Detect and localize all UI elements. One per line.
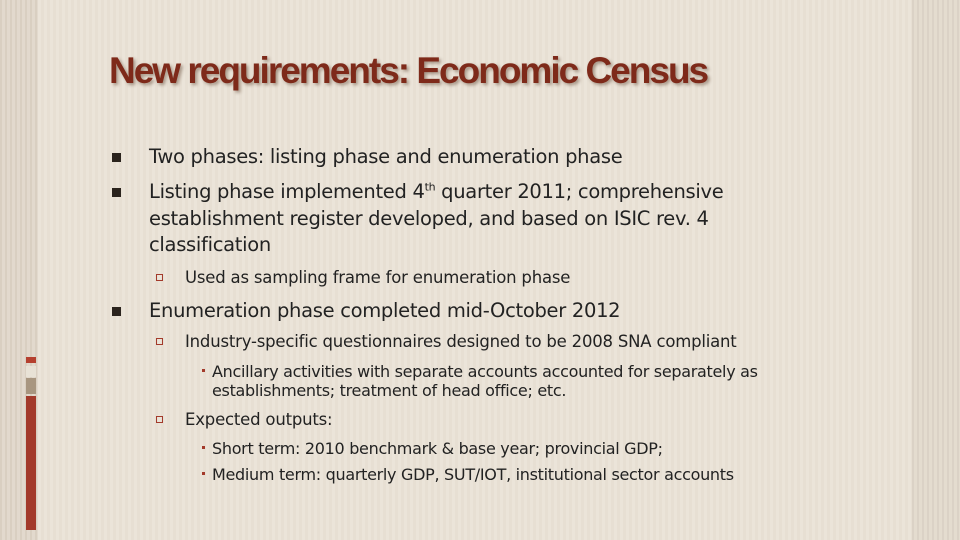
bullet-text <box>149 180 723 204</box>
sub-sub-bullet-text: Short term: 2010 benchmark & base year; provincial GDP; <box>212 439 663 458</box>
accent-bar-red-top <box>26 357 36 363</box>
small-square-bullet-icon <box>202 446 205 449</box>
square-bullet-icon <box>112 307 121 316</box>
bullet-text-part: quarter 2011; comprehensive <box>435 180 724 203</box>
right-texture-band <box>912 0 960 540</box>
square-bullet-icon <box>112 153 121 162</box>
sub-bullet-text: Expected outputs: <box>185 410 333 429</box>
bullet-text: Enumeration phase completed mid-October 2012 <box>149 299 621 322</box>
hollow-square-bullet-icon <box>156 416 163 423</box>
hollow-square-bullet-icon <box>156 274 163 281</box>
small-square-bullet-icon <box>202 369 205 372</box>
accent-bar-tan <box>26 378 36 394</box>
bullet-text: classification <box>149 233 271 256</box>
sub-bullet-text: Used as sampling frame for enumeration phase <box>185 268 571 287</box>
bullet-text: Two phases: listing phase and enumeration phase <box>149 145 623 168</box>
accent-bar-cream <box>26 366 36 377</box>
sub-sub-bullet-text: Ancillary activities with separate accounts accounted for separately as <box>212 362 758 381</box>
sub-sub-bullet-text: Medium term: quarterly GDP, SUT/IOT, institutional sector accounts <box>212 465 734 484</box>
ordinal-suffix: th <box>424 180 436 194</box>
square-bullet-icon <box>112 188 121 197</box>
accent-bar-red <box>26 396 36 530</box>
bullet-text-part: Listing phase implemented 4 <box>149 180 425 203</box>
hollow-square-bullet-icon <box>156 338 163 345</box>
small-square-bullet-icon <box>202 472 205 475</box>
sub-bullet-text: Industry-specific questionnaires designed to be 2008 SNA compliant <box>185 332 737 351</box>
bullet-text: establishment register developed, and based on ISIC rev. 4 <box>149 207 709 230</box>
slide-title: New requirements: Economic Census <box>109 50 708 91</box>
sub-sub-bullet-text: establishments; treatment of head office; etc. <box>212 381 567 400</box>
